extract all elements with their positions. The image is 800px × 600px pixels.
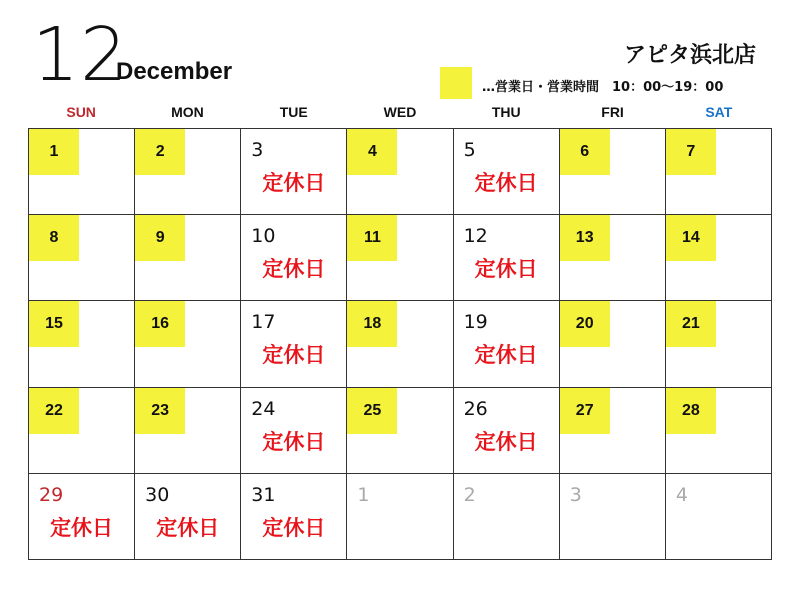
legend-swatch <box>440 67 472 99</box>
store-name: アピタ浜北店 <box>623 43 756 68</box>
closed-day-label: 定休日 <box>262 429 326 454</box>
month-number: 12 <box>32 12 129 98</box>
next-month-day-number: 2 <box>463 483 476 506</box>
day-cell <box>135 301 241 387</box>
open-day-number: 4 <box>347 129 397 175</box>
open-day-number: 1 <box>29 129 79 175</box>
closed-day-label: 定休日 <box>156 515 220 540</box>
next-month-day-number: 3 <box>569 483 582 506</box>
closed-day-label: 定休日 <box>474 257 538 282</box>
day-cell <box>454 301 560 387</box>
weekday-thu: THU <box>491 104 521 120</box>
day-cell <box>135 388 241 474</box>
open-day-number: 18 <box>347 301 397 347</box>
closed-day-label: 定休日 <box>50 515 114 540</box>
next-month-day-number: 4 <box>675 483 688 506</box>
day-cell <box>666 301 772 387</box>
day-cell <box>454 474 560 560</box>
open-day-number: 27 <box>560 388 610 434</box>
open-day-number: 11 <box>347 215 397 261</box>
day-cell <box>241 129 347 215</box>
open-day-number: 23 <box>135 388 185 434</box>
day-cell <box>241 215 347 301</box>
closed-day-label: 定休日 <box>262 257 326 282</box>
closed-day-label: 定休日 <box>474 171 538 195</box>
day-cell <box>560 129 666 215</box>
open-day-number: 7 <box>666 129 716 175</box>
calendar-grid <box>28 128 772 560</box>
day-cell <box>666 388 772 474</box>
day-cell <box>454 388 560 474</box>
weekday-mon: MON <box>171 104 204 120</box>
day-cell <box>347 388 453 474</box>
day-cell <box>29 388 135 474</box>
closed-day-number: 26 <box>463 397 488 420</box>
day-cell <box>29 474 135 560</box>
day-cell <box>666 474 772 560</box>
weekday-tue: TUE <box>279 104 308 120</box>
closed-day-label: 定休日 <box>262 343 326 368</box>
legend-text: …営業日・営業時間 10：00〜19：00 <box>482 80 724 95</box>
day-cell <box>29 301 135 387</box>
open-day-number: 21 <box>666 301 716 347</box>
open-day-number: 13 <box>560 215 610 261</box>
weekday-sun: SUN <box>66 104 96 120</box>
open-day-number: 8 <box>29 215 79 261</box>
month-name: December <box>116 58 233 85</box>
day-cell <box>29 215 135 301</box>
open-day-number: 28 <box>666 388 716 434</box>
closed-day-number: 29 <box>39 483 64 506</box>
closed-day-number: 3 <box>251 139 264 161</box>
day-cell <box>560 474 666 560</box>
open-day-number: 15 <box>29 301 79 347</box>
day-cell <box>454 215 560 301</box>
day-cell <box>666 129 772 215</box>
day-cell <box>560 388 666 474</box>
closed-day-number: 30 <box>145 483 170 506</box>
open-day-number: 16 <box>135 301 185 347</box>
open-day-number: 2 <box>135 129 185 175</box>
day-cell <box>560 301 666 387</box>
day-cell <box>241 474 347 560</box>
day-cell <box>347 129 453 215</box>
closed-day-number: 5 <box>463 139 476 161</box>
closed-day-number: 31 <box>251 483 276 506</box>
closed-day-label: 定休日 <box>474 343 538 368</box>
closed-day-label: 定休日 <box>262 171 326 195</box>
day-cell <box>241 301 347 387</box>
day-cell <box>135 129 241 215</box>
closed-day-number: 10 <box>251 225 276 248</box>
closed-day-number: 24 <box>251 397 276 420</box>
open-day-number: 6 <box>560 129 610 175</box>
day-cell <box>347 215 453 301</box>
closed-day-number: 17 <box>251 311 276 334</box>
weekday-sat: SAT <box>705 104 733 120</box>
closed-day-label: 定休日 <box>262 515 326 540</box>
day-cell <box>560 215 666 301</box>
open-day-number: 9 <box>135 215 185 261</box>
day-cell <box>135 215 241 301</box>
weekday-fri: FRI <box>601 104 624 120</box>
open-day-number: 22 <box>29 388 79 434</box>
closed-day-number: 19 <box>463 311 488 334</box>
day-cell <box>241 388 347 474</box>
next-month-day-number: 1 <box>357 483 370 506</box>
closed-day-label: 定休日 <box>474 429 538 454</box>
open-day-number: 20 <box>560 301 610 347</box>
day-cell <box>29 129 135 215</box>
open-day-number: 25 <box>347 388 397 434</box>
open-day-number: 14 <box>666 215 716 261</box>
day-cell <box>347 474 453 560</box>
day-cell <box>135 474 241 560</box>
day-cell <box>666 215 772 301</box>
day-cell <box>454 129 560 215</box>
closed-day-number: 12 <box>463 225 488 248</box>
day-cell <box>347 301 453 387</box>
weekday-header-row <box>28 104 772 124</box>
weekday-wed: WED <box>383 104 417 120</box>
